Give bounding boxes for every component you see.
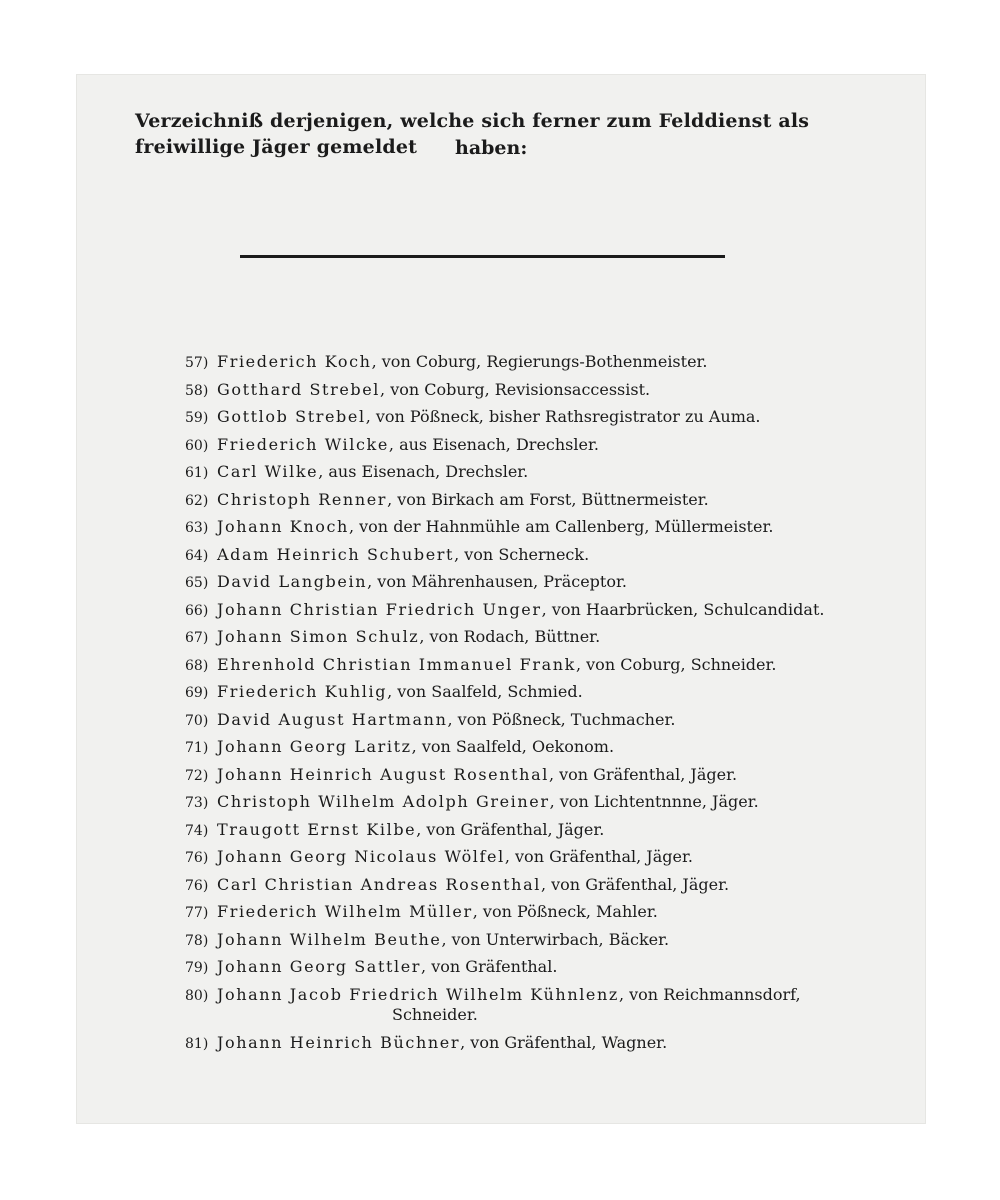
entry-name: Friederich Kuhlig [217,682,388,701]
entry-details: , von Saalfeld, Oekonom. [411,737,615,756]
entry-name: Johann Georg Nicolaus Wölfel [217,847,505,866]
entry-name: Johann Wilhelm Beuthe [217,929,442,949]
list-item [185,517,905,545]
list-item [185,1033,905,1061]
volunteer-list [185,352,905,1060]
entry-number: 78) [185,932,209,949]
entry-details: , aus Eisenach, Drechsler. [388,434,599,454]
entry-number: 68) [185,657,209,674]
entry-number: 71) [185,740,209,756]
entry-number: 76) [185,877,209,894]
list-item [185,930,905,958]
entry-details: , von Birkach am Forst, Büttnermeister. [387,489,709,509]
entry-name: David August Hartmann [217,709,448,729]
entry-number: 67) [185,630,209,646]
entry-details: , von Pößneck, bisher Rathsregistrator zu Auma. [365,407,761,426]
entry-details: , von Saalfeld, Schmied. [387,682,583,701]
list-item [185,737,905,765]
entry-details: , von Haarbrücken, Schulcandidat. [541,599,825,619]
list-item [185,600,905,628]
entry-number: 63) [185,520,209,536]
list-item [185,820,905,848]
entry-name: Johann Georg Laritz [217,737,412,756]
entry-number: 69) [185,685,209,701]
list-item [185,352,905,380]
document-heading: Verzeichniß derjenigen, welche sich ferner zum Felddienst als freiwillige Jäger gemeldet [135,110,810,158]
entry-number: 64) [185,547,209,564]
entry-number: 72) [185,767,209,784]
entry-details: , von Gräfenthal, Wagner. [460,1032,668,1052]
entry-details: , von Gräfenthal. [421,957,558,976]
entry-details: , von Coburg, Schneider. [575,654,777,674]
list-item [185,627,905,655]
list-item [185,380,905,408]
entry-name: Friederich Wilcke [217,434,389,454]
entry-details: , von Mährenhausen, Präceptor. [367,572,627,591]
entry-details: , von Coburg, Revisionsaccessist. [380,379,651,399]
entry-number: 57) [185,355,209,371]
list-item [185,765,905,793]
list-item [185,655,905,683]
entry-number: 70) [185,712,209,729]
entry-details: , von Unterwirbach, Bäcker. [441,929,670,949]
list-item [185,682,905,710]
entry-number: 66) [185,602,209,619]
list-item [185,407,905,435]
entry-number: 79) [185,960,209,976]
entry-number: 76) [185,850,209,866]
entry-name: Johann Heinrich Büchner [217,1032,461,1052]
entry-name: Johann Christian Friedrich Unger [217,599,542,619]
list-item [185,710,905,738]
entry-name: Friederich Koch [217,352,372,371]
entry-name: Gottlob Strebel [217,407,366,426]
entry-name: Christoph Renner [217,489,388,509]
entry-details: , von Gräfenthal, Jäger. [504,847,693,866]
entry-number: 73) [185,795,209,811]
entry-name: Johann Georg Sattler [217,957,422,976]
entry-number: 62) [185,492,209,509]
list-item [185,572,905,600]
entry-name: Ehrenhold Christian Immanuel Frank [217,654,576,674]
entry-number: 65) [185,575,209,591]
list-item [185,490,905,518]
entry-number: 77) [185,905,209,921]
entry-number: 61) [185,465,209,481]
list-item [185,545,905,573]
entry-details: , von Gräfenthal, Jäger. [548,764,738,784]
entry-details: , von Lichtentnnne, Jäger. [549,792,759,811]
entry-number: 60) [185,437,209,454]
entry-name: Adam Heinrich Schubert [217,544,455,564]
entry-name: Johann Knoch [217,517,349,536]
entry-details: , von Rodach, Büttner. [419,627,601,646]
entry-details: , von Gräfenthal, Jäger. [540,874,730,894]
entry-number: 80) [185,987,209,1004]
document-heading-continuation: haben: [455,137,528,159]
entry-details: , von Coburg, Regierungs-Bothenmeister. [371,352,708,371]
list-item [185,435,905,463]
entry-details-continuation: Schneider. [392,1004,478,1024]
heading-divider-rule [240,255,725,258]
entry-details: , von Pößneck, Tuchmacher. [447,709,676,729]
entry-number: 58) [185,382,209,399]
entry-details: , von Gräfenthal, Jäger. [416,819,605,839]
list-item [185,902,905,930]
entry-name: Johann Jacob Friedrich Wilhelm Kühnlenz [217,984,619,1004]
entry-details: , von Pößneck, Mahler. [472,902,658,921]
list-item [185,792,905,820]
entry-number: 74) [185,822,209,839]
list-item [185,957,905,985]
list-item [185,875,905,903]
list-item [185,985,905,1033]
list-item [185,847,905,875]
entry-details: , von Scherneck. [454,544,590,564]
entry-details: , von Reichmannsdorf, [618,984,801,1004]
entry-details: , von der Hahnmühle am Callenberg, Müllermeister. [348,517,774,536]
entry-name: Christoph Wilhelm Adolph Greiner [217,792,550,811]
list-item [185,462,905,490]
entry-name: Carl Wilke [217,462,319,481]
entry-name: David Langbein [217,572,368,591]
entry-number: 59) [185,410,209,426]
entry-name: Carl Christian Andreas Rosenthal [217,874,541,894]
entry-name: Johann Heinrich August Rosenthal [217,764,549,784]
entry-number: 81) [185,1035,209,1052]
entry-name: Traugott Ernst Kilbe [217,819,417,839]
entry-details: , aus Eisenach, Drechsler. [318,462,529,481]
entry-name: Johann Simon Schulz [217,627,420,646]
entry-name: Gotthard Strebel [217,379,381,399]
entry-name: Friederich Wilhelm Müller [217,902,473,921]
